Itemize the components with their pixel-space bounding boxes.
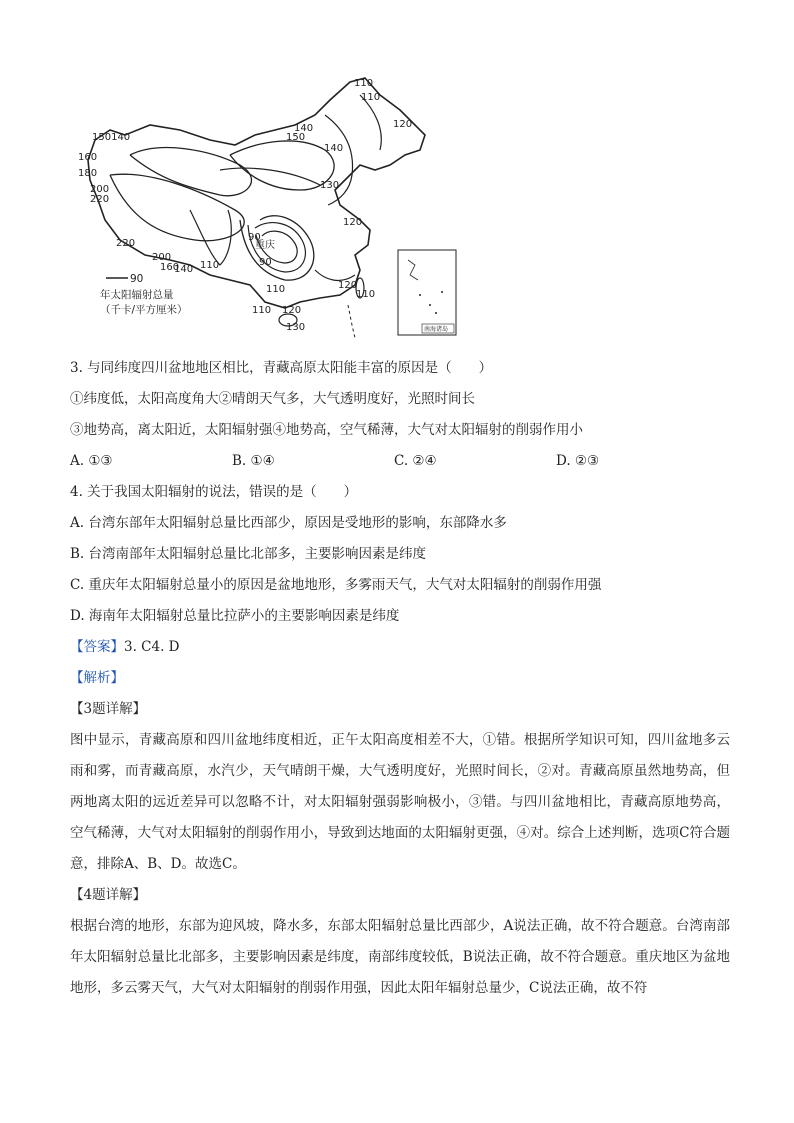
contour-label: 110 [266, 284, 286, 295]
inset-island [419, 294, 421, 296]
isoline-3 [230, 141, 334, 190]
detail-4-text: 根据台湾的地形，东部为迎风坡，降水多，东部太阳辐射总量比西部少，A说法正确，故不符合题意。台湾南部年太阳辐射总量比北部多，主要影响因素是纬度，南部纬度较低，B说法正确，故不符合题意。重庆地区为盆地地形，多云雾天气，大气对太阳辐射的削弱作用强，因此太阳年辐射总量少，C说法正确，故不符 [70, 918, 730, 996]
isoline-8 [190, 210, 231, 265]
inset-island [429, 304, 431, 306]
q3-statement-2: ③地势高，离太阳近，太阳辐射强④地势高，空气稀薄，大气对太阳辐射的削弱作用小 [70, 422, 583, 438]
answer-tag: 【答案】 [70, 639, 124, 655]
contour-label: 110 [200, 260, 220, 271]
inset-frame [398, 250, 456, 335]
contour-label: 220 [116, 238, 136, 249]
detail-3-heading: 【3题详解】 [70, 701, 147, 717]
isoline-map-svg [70, 70, 470, 345]
contour-label: 120 [343, 217, 363, 228]
contour-label: 160 [160, 262, 180, 273]
contour-label: 200 [90, 184, 110, 195]
answer-value: 3. C4. D [124, 639, 180, 655]
contour-label: 110 [361, 92, 381, 103]
contour-label: 90 [248, 232, 261, 243]
contour-label: 130 [320, 180, 340, 191]
contour-label: 140 [294, 123, 314, 134]
contour-label: 90 [259, 257, 272, 268]
contour-label: 110 [252, 305, 272, 316]
legend-value: 90 [130, 273, 144, 285]
isoline-10 [360, 95, 381, 150]
isoline-9 [325, 115, 353, 205]
q4-option-c: C. 重庆年太阳辐射总量小的原因是盆地地形，多雾雨天气，大气对太阳辐射的削弱作用强 [70, 577, 602, 593]
q4-option-b: B. 台湾南部年太阳辐射总量比北部多，主要影响因素是纬度 [70, 546, 427, 562]
inset-label: 南海诸岛 [424, 326, 449, 333]
contour-label: 140 [324, 143, 344, 154]
contour-label: 160 [78, 152, 98, 163]
q3-stem: 3. 与同纬度四川盆地地区相比，青藏高原太阳能丰富的原因是（ ） [70, 360, 493, 376]
analysis-line [70, 663, 730, 694]
q3-statement-1: ①纬度低，太阳高度角大②晴朗天气多，大气透明度好，光照时间长 [70, 391, 475, 407]
contour-label: 200 [152, 252, 172, 263]
legend-title: 年太阳辐射总量 [100, 289, 174, 301]
city-label-chongqing: 重庆 [255, 240, 275, 251]
sea-boundary [348, 305, 355, 338]
isoline-11 [315, 270, 355, 280]
contour-label: 120 [338, 280, 358, 291]
legend-unit: （千卡/平方厘米） [100, 304, 188, 316]
q3-option-c: C. ②④ [394, 453, 437, 469]
contour-label: 110 [354, 78, 374, 89]
q4-option-a: A. 台湾东部年太阳辐射总量比西部少，原因是受地形的影响，东部降水多 [70, 515, 507, 531]
answer-section [70, 632, 730, 1004]
q4-stem: 4. 关于我国太阳辐射的说法，错误的是（ ） [70, 484, 358, 500]
contour-label: 110 [356, 289, 376, 300]
q3-option-a: A. ①③ [70, 453, 113, 469]
contour-label: 150140 [92, 132, 131, 143]
detail-4-heading: 【4题详解】 [70, 887, 147, 903]
contour-label: 150 [286, 132, 306, 143]
q3-option-d: D. ②③ [556, 453, 600, 469]
contour-label: 130 [286, 322, 306, 333]
contour-label: 120 [393, 119, 413, 130]
question-4 [70, 477, 730, 632]
contour-label: 120 [282, 305, 302, 316]
contour-label: 220 [90, 194, 110, 205]
detail-3-text: 图中显示，青藏高原和四川盆地纬度相近，正午太阳高度相差不大，①错。根据所学知识可知，四川盆地多云雨和雾，而青藏高原，水汽少，天气晴朗干燥，大气透明度好，光照时间长，②对。青藏高原虽然地势高，但两地离太阳的远近差异可以忽略不计，对太阳辐射强弱影响极小，③错。与四川盆地相比，青藏高原地势高，空气稀薄，大气对太阳辐射的削弱作用小，导致到达地面的太阳辐射更强，④对。综合上述判断，选项C符合题意，排除A、B、D。故选C。 [70, 732, 730, 872]
contour-label: 180 [78, 168, 98, 179]
answer-line [70, 632, 730, 663]
q3-options [70, 446, 730, 477]
q3-option-b: B. ①④ [232, 453, 275, 469]
isoline-4 [220, 168, 320, 185]
inset-island [435, 312, 437, 314]
analysis-tag: 【解析】 [70, 670, 124, 686]
isoline-2 [110, 174, 244, 241]
q4-option-d: D. 海南年太阳辐射总量比拉萨小的主要影响因素是纬度 [70, 608, 400, 624]
inset-island [441, 291, 443, 293]
solar-radiation-map [70, 70, 470, 345]
contour-label: 140 [174, 264, 194, 275]
question-3 [70, 353, 730, 477]
